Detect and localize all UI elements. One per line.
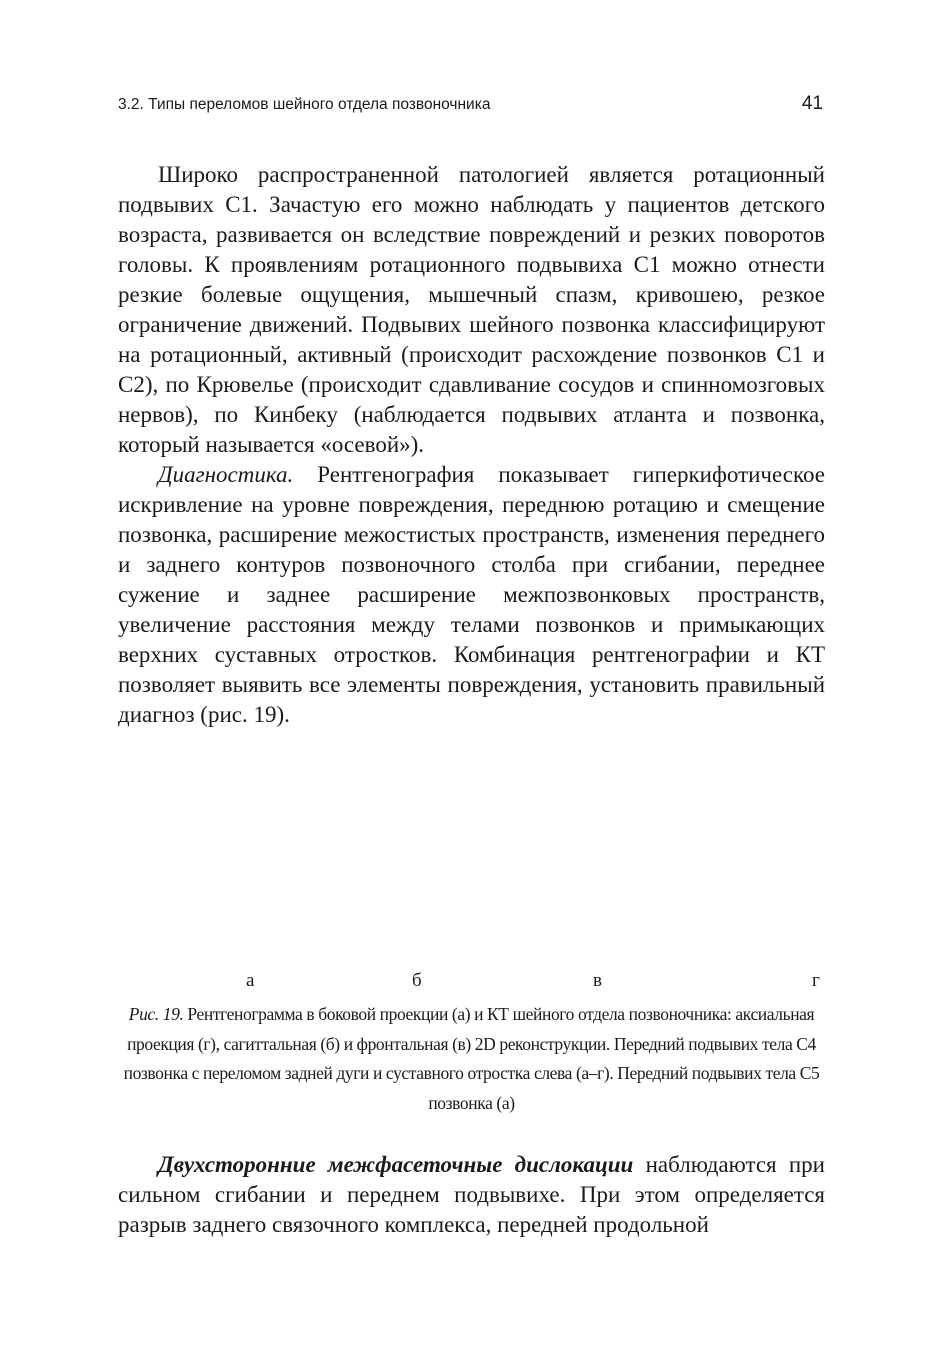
- caption-text: Рентгенограмма в боковой проекции (а) и КТ шейного отдела позвоночника: аксиальная проекция (г), сагиттальная (б) и фронтальная (в) 2D реконструкции. Передний подвывих тела С4 позвонка с переломом задней дуги и суставного отростка слева (а–г). Передний подвывих тела С5 позвонка (а): [123, 1004, 820, 1113]
- paragraph-rotational-subluxation: Широко распространенной патологией является ротационный подвывих С1. Зачастую его можно наблюдать у пациентов детского возраста, развивается он вследствие повреждений и резких поворотов головы. К проявлениям ротационного подвывиха С1 можно отнести резкие болевые ощущения, мышечный спазм, кривошею, резкое ограничение движений. Подвывих шейного позвонка классифицируют на ротационный, активный (происходит расхождение позвонков С1 и С2), по Крювелье (происходит сдавливание сосудов и спинномозговых нервов), по Кинбеку (наблюдается подвывих атланта и позвонка, который называется «осевой»).: [118, 162, 825, 457]
- page-number: 41: [801, 93, 823, 114]
- facet-dislocations-text: наблюдаются при сильном сгибании и переднем подвывихе. При этом определяется разрыв заднего связочного комплекса, передней продольной: [118, 1152, 825, 1237]
- figure-panel-labels: [118, 970, 825, 996]
- section-title: 3.2. Типы переломов шейного отдела позвоночника: [118, 96, 491, 113]
- panel-label-b: б: [412, 970, 422, 991]
- diagnostics-text: Рентгенография показывает гиперкифотическое искривление на уровне повреждения, переднюю ротацию и смещение позвонка, расширение межостистых пространств, изменения переднего и заднего контуров позвоночного столба при сгибании, переднее сужение и заднее расширение межпозвонковых пространств, увеличение расстояния между телами позвонков и примыкающих верхних суставных отростков. Комбинация рентгенографии и КТ позволяет выявить все элементы повреждения, установить правильный диагноз (рис. 19).: [118, 462, 825, 727]
- diagnostics-lead: Диагностика.: [158, 462, 294, 487]
- panel-label-g: г: [812, 970, 820, 991]
- caption-label: Рис. 19.: [128, 1004, 184, 1024]
- facet-dislocations-lead: Двухсторонние межфасеточные дислокации: [158, 1152, 634, 1177]
- main-text: [118, 160, 825, 730]
- paragraph-facet-dislocations: [118, 1150, 825, 1240]
- paragraph-diagnostics: [118, 460, 825, 730]
- figure-caption: [118, 1000, 825, 1118]
- running-header: [118, 93, 823, 117]
- panel-label-a: а: [246, 970, 255, 991]
- figure-19-images: [118, 718, 825, 962]
- panel-label-v: в: [593, 970, 602, 991]
- continuation-text: [118, 1150, 825, 1240]
